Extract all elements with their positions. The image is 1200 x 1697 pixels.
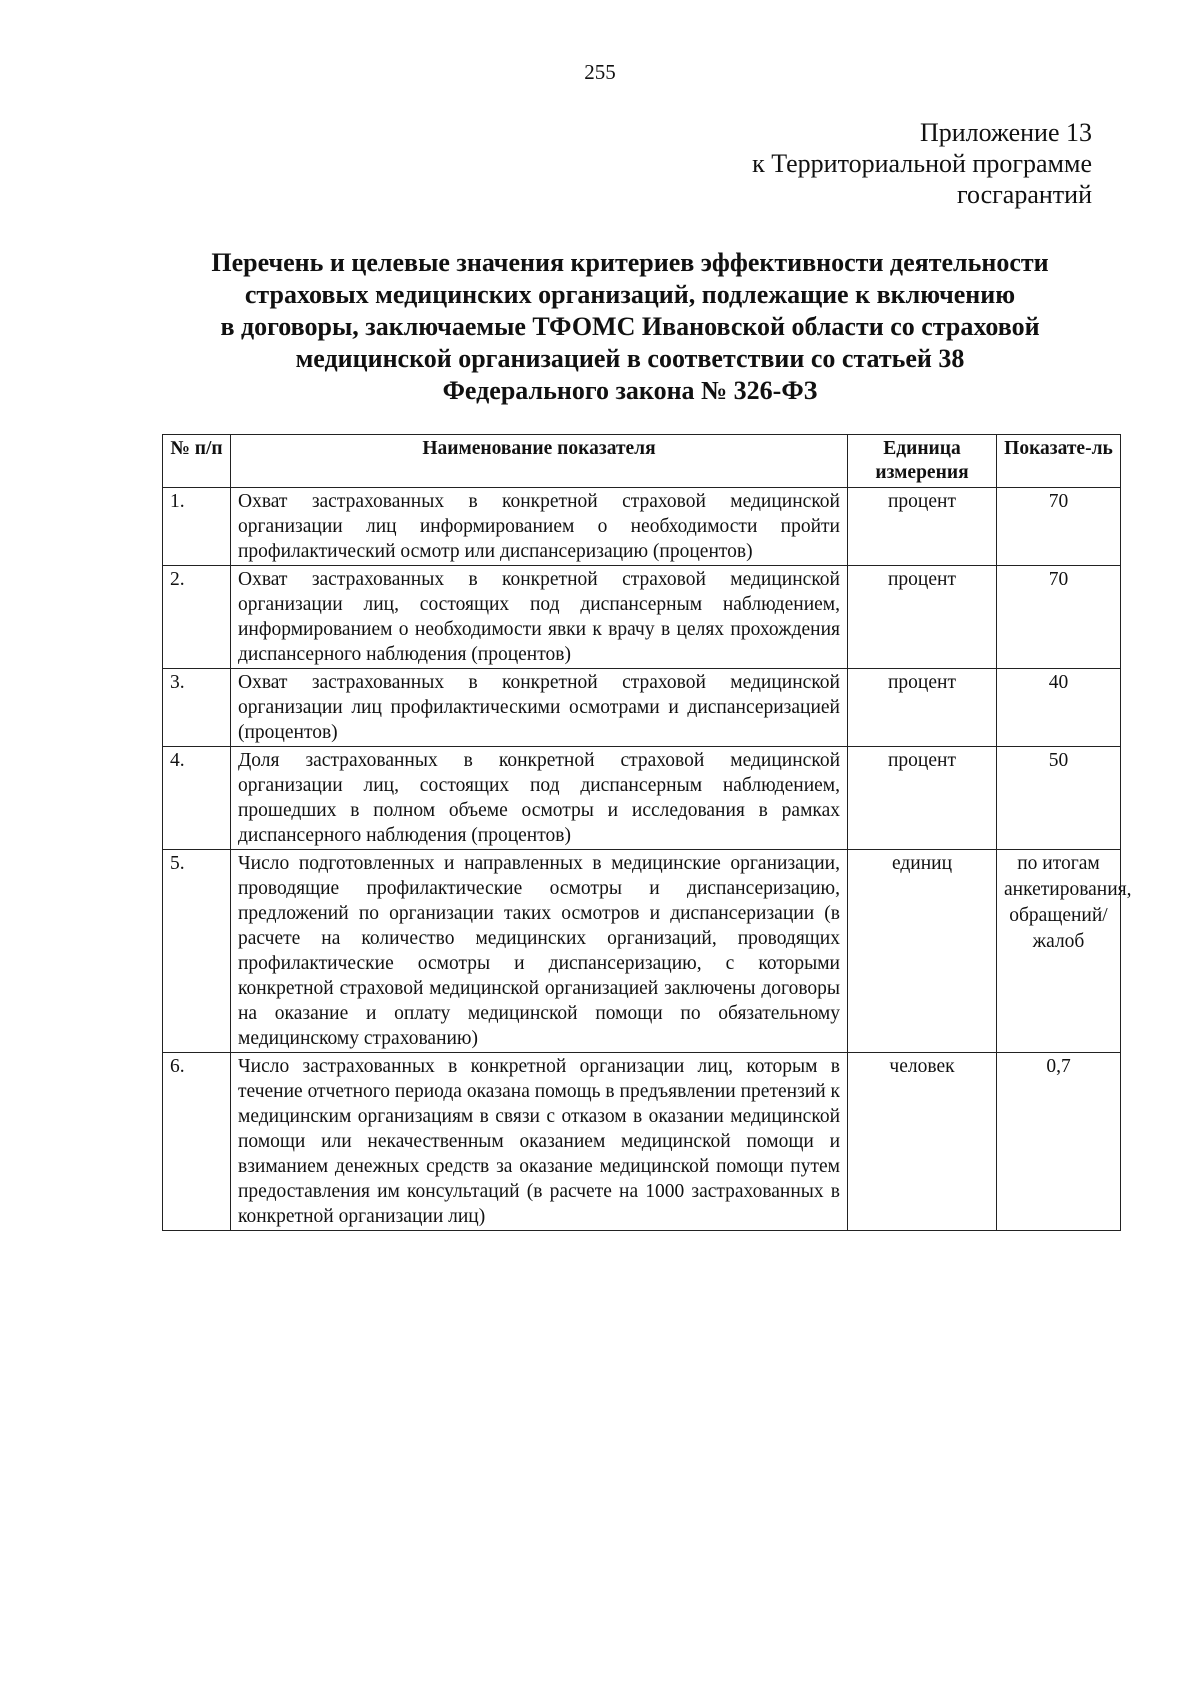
header-num: № п/п: [163, 435, 231, 488]
row-num: 1.: [163, 488, 231, 566]
table-row: [163, 1053, 1121, 1231]
row-value: 50: [997, 747, 1121, 850]
row-unit: процент: [848, 566, 997, 669]
row-unit: процент: [848, 669, 997, 747]
row-unit: процент: [848, 747, 997, 850]
header-value: Показате-ль: [997, 435, 1121, 488]
row-num: 3.: [163, 669, 231, 747]
table-row: [163, 850, 1121, 1053]
row-indicator-name: Доля застрахованных в конкретной страховой медицинской организации лиц, состоящих под диспансерным наблюдением, прошедших в полном объеме осмотры и исследования в рамках диспансерного наблюдения (процентов): [231, 747, 848, 850]
appendix-line-2: к Территориальной программе: [752, 149, 1092, 178]
table-row: [163, 566, 1121, 669]
row-value: 70: [997, 488, 1121, 566]
appendix-line-1: Приложение 13: [919, 118, 1092, 147]
row-indicator-name: Число подготовленных и направленных в медицинские организации, проводящие профилактические осмотры и диспансеризацию, предложений по организации таких осмотров и диспансеризации (в расчете на количество медицинских организаций, проводящих профилактические осмотры и диспансеризацию, с которыми конкретной страховой медицинской организацией заключены договоры на оказание и оплату медицинской помощи по обязательному медицинскому страхованию): [231, 850, 848, 1053]
header-unit: Единица измерения: [848, 435, 997, 488]
row-value: 40: [997, 669, 1121, 747]
page-number: 255: [584, 60, 616, 84]
row-unit: процент: [848, 488, 997, 566]
row-value: 0,7: [997, 1053, 1121, 1231]
row-indicator-name: Охват застрахованных в конкретной страховой медицинской организации лиц профилактическими осмотрами и диспансеризацией (процентов): [231, 669, 848, 747]
row-unit: единиц: [848, 850, 997, 1053]
table-row: [163, 747, 1121, 850]
row-value: 70: [997, 566, 1121, 669]
row-num: 5.: [163, 850, 231, 1053]
row-value: по итогам анкетирования, обращений/ жалоб: [997, 850, 1121, 1053]
title-line-5: Федерального закона № 326-ФЗ: [442, 376, 818, 405]
row-unit: человек: [848, 1053, 997, 1231]
row-num: 6.: [163, 1053, 231, 1231]
appendix-reference: [752, 117, 1092, 210]
title-line-3: в договоры, заключаемые ТФОМС Ивановской области со страховой: [220, 312, 1040, 341]
criteria-table: [162, 434, 1132, 1231]
table-row: [163, 669, 1121, 747]
table-row: [163, 488, 1121, 566]
row-indicator-name: Охват застрахованных в конкретной страховой медицинской организации лиц информированием о необходимости пройти профилактический осмотр или диспансеризацию (процентов): [231, 488, 848, 566]
title-line-4: медицинской организацией в соответствии со статьей 38: [295, 344, 965, 373]
table-header-row: [163, 435, 1121, 488]
document-title: [160, 247, 1100, 407]
row-indicator-name: Число застрахованных в конкретной организации лиц, которым в течение отчетного периода оказана помощь в предъявлении претензий к медицинским организациям в связи с отказом в оказании медицинской помощи или некачественным оказанием медицинской помощи и взиманием денежных средств за оказание медицинской помощи путем предоставления им консультаций (в расчете на 1000 застрахованных в конкретной организации лиц): [231, 1053, 848, 1231]
row-num: 4.: [163, 747, 231, 850]
title-line-1: Перечень и целевые значения критериев эффективности деятельности: [211, 248, 1049, 277]
row-num: 2.: [163, 566, 231, 669]
header-name: Наименование показателя: [231, 435, 848, 488]
title-line-2: страховых медицинских организаций, подлежащие к включению: [244, 280, 1016, 309]
row-indicator-name: Охват застрахованных в конкретной страховой медицинской организации лиц, состоящих под диспансерным наблюдением, информированием о необходимости явки к врачу в целях прохождения диспансерного наблюдения (процентов): [231, 566, 848, 669]
appendix-line-3: госгарантий: [956, 180, 1092, 209]
